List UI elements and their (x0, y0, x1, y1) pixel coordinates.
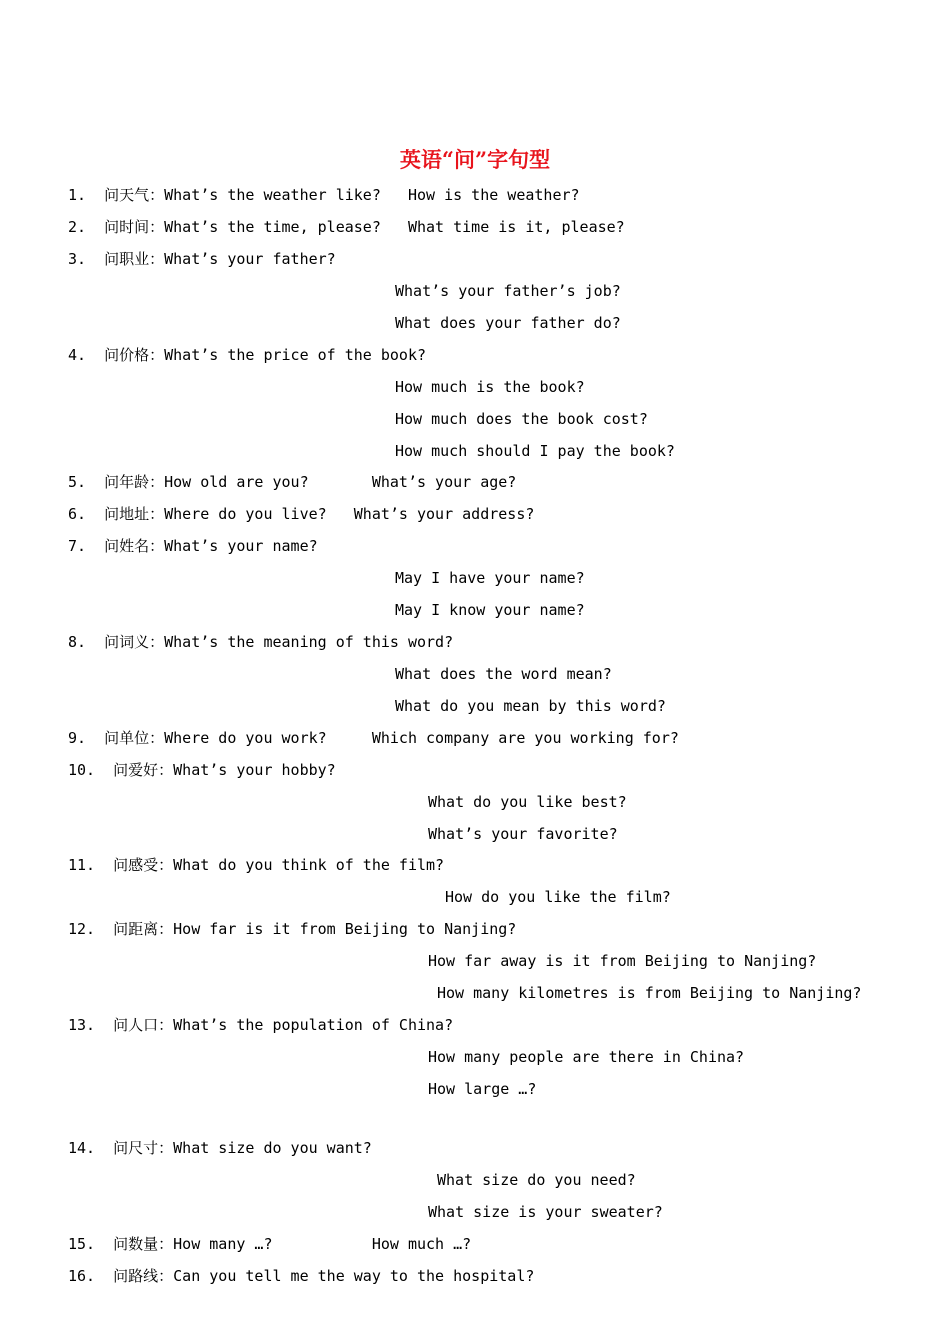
line-16-route: 16. 问路线：Can you tell me the way to the hospital? (68, 1267, 535, 1285)
line-10-alt-1: What do you like best? (428, 793, 627, 811)
line-15-quantity: 15. 问数量：How many …? How much …? (68, 1235, 472, 1253)
line-14-alt-1: What size do you need? (437, 1171, 636, 1189)
line-13-alt-2: How large …? (428, 1080, 537, 1098)
line-4-alt-3: How much should I pay the book? (395, 442, 675, 460)
line-12-alt-1: How far away is it from Beijing to Nanjing? (428, 952, 817, 970)
line-4-alt-2: How much does the book cost? (395, 410, 648, 428)
line-3-alt-2: What does your father do? (395, 314, 621, 332)
line-4-price: 4. 问价格：What’s the price of the book? (68, 346, 427, 364)
line-7-alt-1: May I have your name? (395, 569, 585, 587)
line-7-alt-2: May I know your name? (395, 601, 585, 619)
line-8-alt-2: What do you mean by this word? (395, 697, 666, 715)
line-11-feeling: 11. 问感受：What do you think of the film? (68, 856, 445, 874)
line-2-time: 2. 问时间：What’s the time, please? What time is it, please? (68, 218, 625, 236)
line-5-age: 5. 问年龄：How old are you? What’s your age? (68, 473, 517, 491)
line-1-weather: 1. 问天气：What’s the weather like? How is the weather? (68, 186, 580, 204)
line-12-alt-2: How many kilometres is from Beijing to Nanjing? (437, 984, 862, 1002)
page-title: 英语“问”字句型 (399, 147, 551, 172)
line-4-alt-1: How much is the book? (395, 378, 585, 396)
line-14-size: 14. 问尺寸：What size do you want? (68, 1139, 372, 1157)
line-3-job: 3. 问职业：What’s your father? (68, 250, 336, 268)
line-6-address: 6. 问地址：Where do you live? What’s your address? (68, 505, 535, 523)
line-8-meaning: 8. 问词义：What’s the meaning of this word? (68, 633, 454, 651)
line-11-alt-1: How do you like the film? (445, 888, 671, 906)
line-12-distance: 12. 问距离：How far is it from Beijing to Nanjing? (68, 920, 517, 938)
line-13-population: 13. 问人口：What’s the population of China? (68, 1016, 454, 1034)
line-14-alt-2: What size is your sweater? (428, 1203, 663, 1221)
line-3-alt-1: What’s your father’s job? (395, 282, 621, 300)
line-13-alt-1: How many people are there in China? (428, 1048, 745, 1066)
line-10-hobby: 10. 问爱好：What’s your hobby? (68, 761, 336, 779)
line-10-alt-2: What’s your favorite? (428, 825, 618, 843)
line-9-work: 9. 问单位：Where do you work? Which company are you working for? (68, 729, 679, 747)
line-7-name: 7. 问姓名：What’s your name? (68, 537, 318, 555)
line-8-alt-1: What does the word mean? (395, 665, 612, 683)
